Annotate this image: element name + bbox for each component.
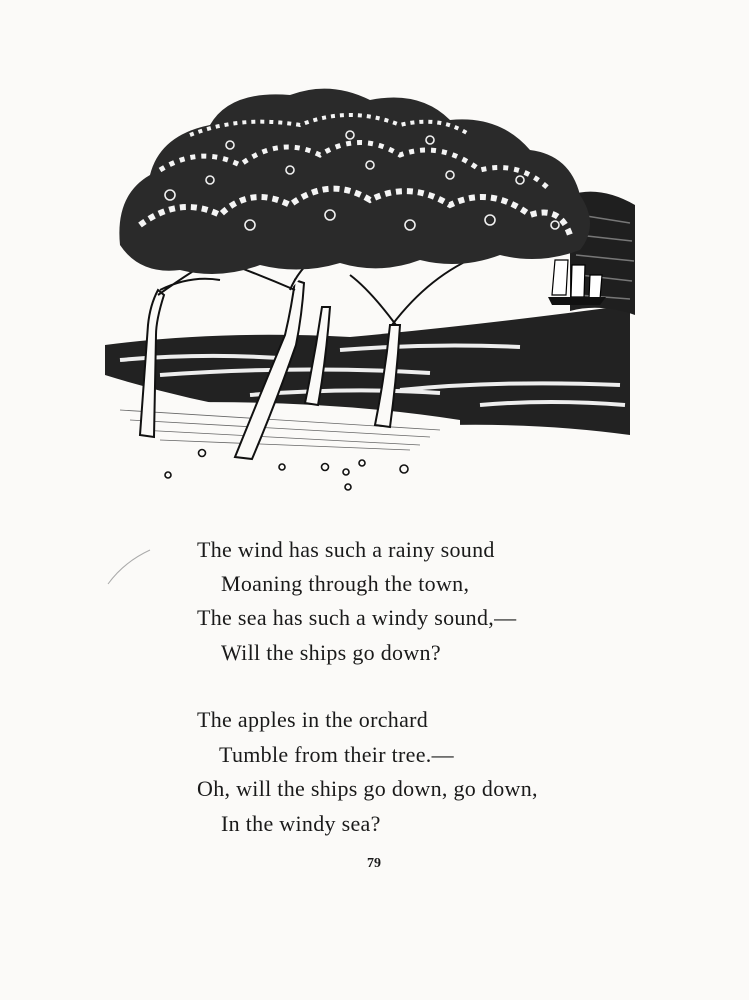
poem-line: The apples in the orchard [197,707,429,732]
poem-line: Tumble from their tree.— [219,742,454,767]
poem-line: The wind has such a rainy sound [197,537,495,562]
poem-line: The sea has such a windy sound,— [197,605,517,630]
poem-line: Will the ships go down? [221,640,441,665]
page-number: 79 [367,856,381,871]
poem-line: Oh, will the ships go down, go down, [197,776,538,801]
poem-line: Moaning through the town, [221,571,470,596]
poem-line: In the windy sea? [221,811,381,836]
